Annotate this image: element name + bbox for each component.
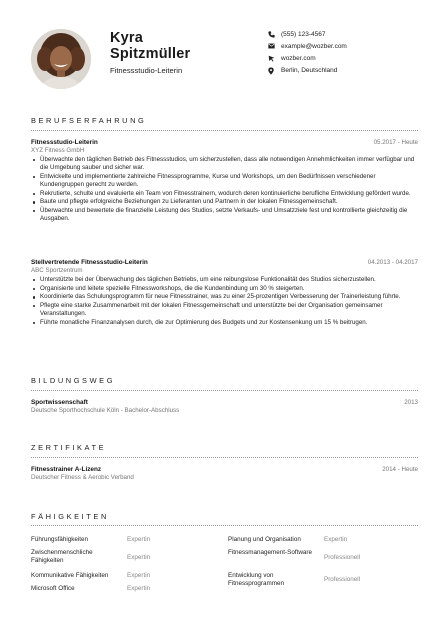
entry-title: Stellvertretende Fitnessstudio-Leiterin	[31, 259, 148, 266]
bullet-list	[31, 156, 418, 224]
entry-date: 2013	[404, 399, 418, 406]
list-item: Baute und pflegte erfolgreiche Beziehungen zu Lieferanten und Partnern in der lokalen Fitnessgemeinschaft.	[31, 198, 418, 206]
list-item: Überwachte den täglichen Betrieb des Fitnessstudios, um sicherzustellen, dass alle notwendigen Annehmlichkeiten immer verfügbar und die Umgebung sauber und sicher war.	[31, 156, 418, 173]
list-item: Entwickelte und implementierte zahlreiche Fitnessprogramme, Kurse und Workshops, um den Bedürfnissen verschiedener Kundengruppen gerecht zu werden.	[31, 173, 418, 190]
contact-email[interactable]	[266, 40, 436, 52]
entry-institution: Deutsche Sporthochschule Köln - Bachelor-Abschluss	[31, 407, 180, 414]
candidate-name	[110, 30, 250, 62]
entry-title: Fitnessstudio-Leiterin	[31, 139, 98, 146]
contact-list	[266, 28, 436, 77]
skill-name: Zwischenmenschliche Fähigkeiten	[31, 549, 93, 565]
section-divider	[31, 390, 418, 391]
list-item: Koordinierte das Schulungsprogramm für neue Fitnesstrainer, was zu einer 25-prozentigen Verbesserung der Trainerleistung führte.	[31, 293, 418, 301]
skill-level: Expertin	[127, 536, 151, 543]
name-first: Kyra	[110, 30, 144, 46]
skill-level: Expertin	[324, 536, 348, 543]
name-last: Spitzmüller	[110, 46, 191, 62]
skill-name: Entwicklung von Fitnessprogrammen	[228, 572, 284, 588]
list-item: Organisierte und leitete spezielle Fitnessworkshops, die die Kundenbindung um 30 % steigerten.	[31, 285, 418, 293]
section-title-skills: FÄHIGKEITEN	[31, 512, 109, 521]
email-text: example@wozber.com	[281, 42, 347, 50]
skill-name: Microsoft Office	[31, 585, 75, 592]
certificate-entry	[31, 466, 418, 481]
entry-issuer: Deutscher Fitness & Aerobic Verband	[31, 474, 134, 481]
contact-phone[interactable]	[266, 28, 436, 40]
list-item: Pflegte eine starke Zusammenarbeit mit der lokalen Fitnessgemeinschaft und unterstützte bei der Organisation gemeinsamer Veranstaltungen.	[31, 302, 418, 319]
skill-level: Expertin	[127, 572, 151, 579]
list-item: Überwachte und bewertete die finanzielle Leistung des Studios, setzte Verkaufs- und Umsatzziele fest und kontrollierte gleichzeitig die Ausgaben.	[31, 207, 418, 224]
email-icon	[266, 42, 276, 50]
section-divider	[31, 525, 418, 526]
bullet-list	[31, 276, 418, 327]
entry-title: Sportwissenschaft	[31, 399, 88, 406]
section-title-experience: BERUFSERFAHRUNG	[31, 116, 147, 125]
section-title-education: BILDUNGSWEG	[31, 376, 116, 385]
phone-text: (555) 123-4567	[281, 30, 326, 38]
job-title: Fitnessstudio-Leiterin	[110, 66, 183, 75]
skill-name: Führungsfähigkeiten	[31, 536, 89, 543]
profile-photo	[31, 29, 91, 89]
experience-entry-2	[31, 259, 418, 327]
entry-date: 04.2013 - 04.2017	[367, 259, 418, 266]
skill-name: Kommunikative Fähigkeiten	[31, 572, 109, 579]
entry-date: 05.2017 - Heute	[373, 139, 418, 146]
phone-icon	[266, 30, 276, 38]
entry-title: Fitnesstrainer A-Lizenz	[31, 466, 102, 473]
location-pin-icon	[266, 67, 276, 75]
list-item: Unterstützte bei der Überwachung des täglichen Betriebs, um eine reibungslose Funktionalität des Studios sicherzustellen.	[31, 276, 418, 284]
skill-level: Expertin	[127, 554, 151, 561]
list-item: Rekrutierte, schulte und evaluierte ein Team von Fitnesstrainern, wodurch deren kontinuierliche berufliche Entwicklung gefördert wurde.	[31, 190, 418, 198]
skill-level: Professionell	[324, 554, 361, 561]
skill-level: Expertin	[127, 585, 151, 592]
skill-name: Fitnessmanagement-Software	[228, 549, 312, 556]
contact-website[interactable]	[266, 52, 436, 64]
section-title-certificates: ZERTIFIKATE	[31, 443, 107, 452]
section-divider	[31, 457, 418, 458]
skill-name: Planung und Organisation	[228, 536, 301, 543]
education-entry	[31, 399, 418, 414]
experience-entry-1	[31, 139, 418, 224]
contact-location	[266, 65, 436, 77]
list-item: Führte monatliche Finanzanalysen durch, die zur Optimierung des Budgets und zur Kostensenkung um 15 % beitrugen.	[31, 319, 418, 327]
cursor-icon	[266, 54, 276, 62]
website-text: wozber.com	[281, 54, 316, 62]
skill-level: Professionell	[324, 576, 361, 583]
section-divider	[31, 130, 418, 131]
entry-company: XYZ Fitness GmbH	[31, 147, 85, 154]
entry-company: ABC Sportzentrum	[31, 267, 83, 274]
entry-date: 2014 - Heute	[382, 466, 418, 473]
location-text: Berlin, Deutschland	[281, 67, 338, 75]
